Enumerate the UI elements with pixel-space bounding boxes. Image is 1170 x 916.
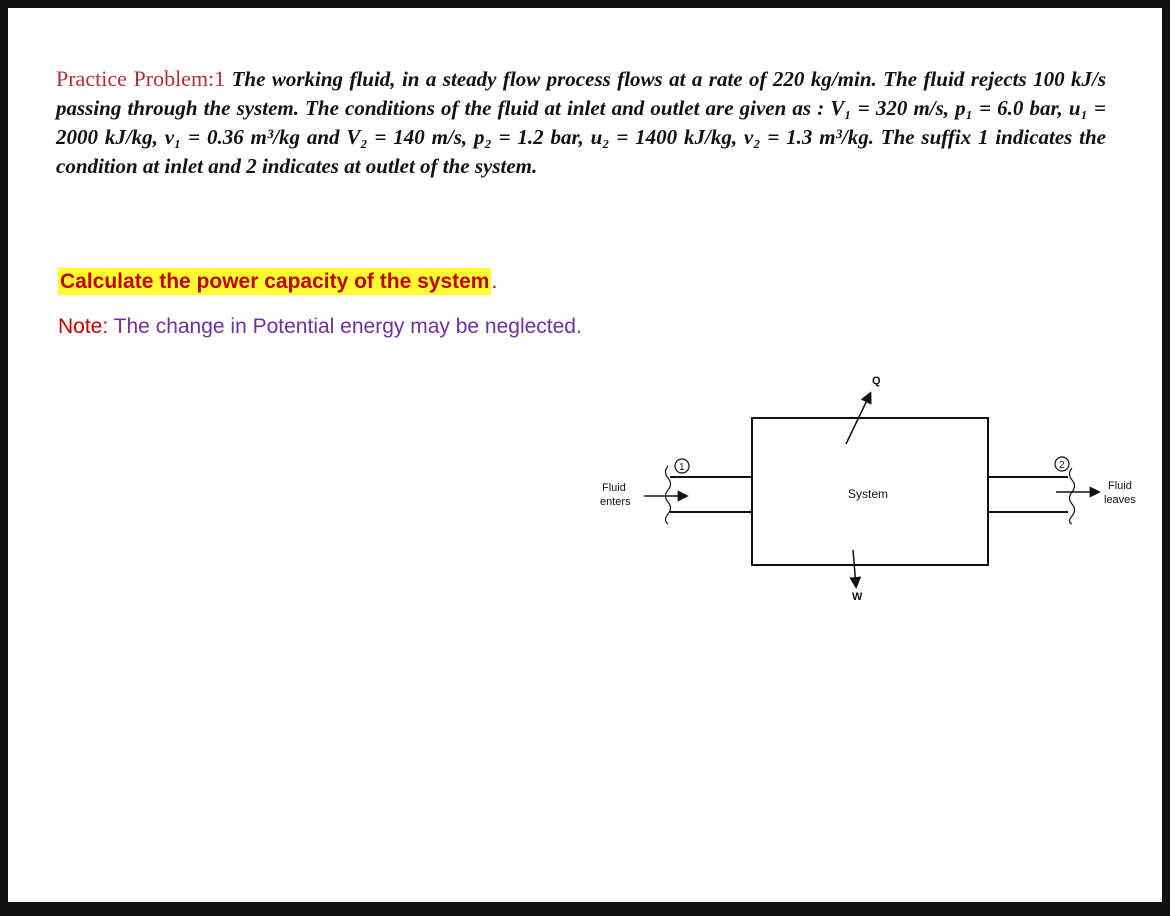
system-diagram-svg <box>578 360 1158 620</box>
system-diagram <box>578 360 1158 620</box>
outlet-marker: 2 <box>1059 460 1065 471</box>
slide <box>8 8 1162 902</box>
inlet-marker: 1 <box>679 462 685 473</box>
note-label: Note: <box>58 315 109 338</box>
inlet-section-line <box>666 466 671 524</box>
heat-label: Q <box>872 375 881 387</box>
work-arrow <box>853 550 856 586</box>
outlet-label: Fluid leaves <box>1104 480 1136 506</box>
note-line <box>58 315 582 339</box>
task-text: Calculate the power capacity of the system <box>60 270 490 293</box>
task-period: . <box>491 270 498 293</box>
work-label: W <box>852 591 863 603</box>
task-line <box>58 270 497 294</box>
system-label: System <box>848 487 889 501</box>
outlet-section-line <box>1070 468 1075 524</box>
problem-label: Practice Problem:1 <box>56 66 226 91</box>
problem-statement <box>56 64 1106 181</box>
problem-text: The working fluid, in a steady flow process flows at a rate of 220 kg/min. The fluid rejects 100 kJ/s passing through the system. The conditions of the fluid at inlet and outlet are given as : V₁ = 320 m/s, p₁ = 6.0 bar, u₁ = 2000 kJ/kg, v₁ = 0.36 m³/kg and V₂ = 140 m/s, p₂ = 1.2 bar, u₂ = 1400 kJ/kg, v₂ = 1.3 m³/kg. The suffix 1 indicates the condition at inlet and 2 indicates at outlet of the system. <box>56 67 1107 178</box>
note-text: The change in Potential energy may be neglected. <box>113 315 582 338</box>
inlet-label: Fluid enters <box>600 482 631 508</box>
